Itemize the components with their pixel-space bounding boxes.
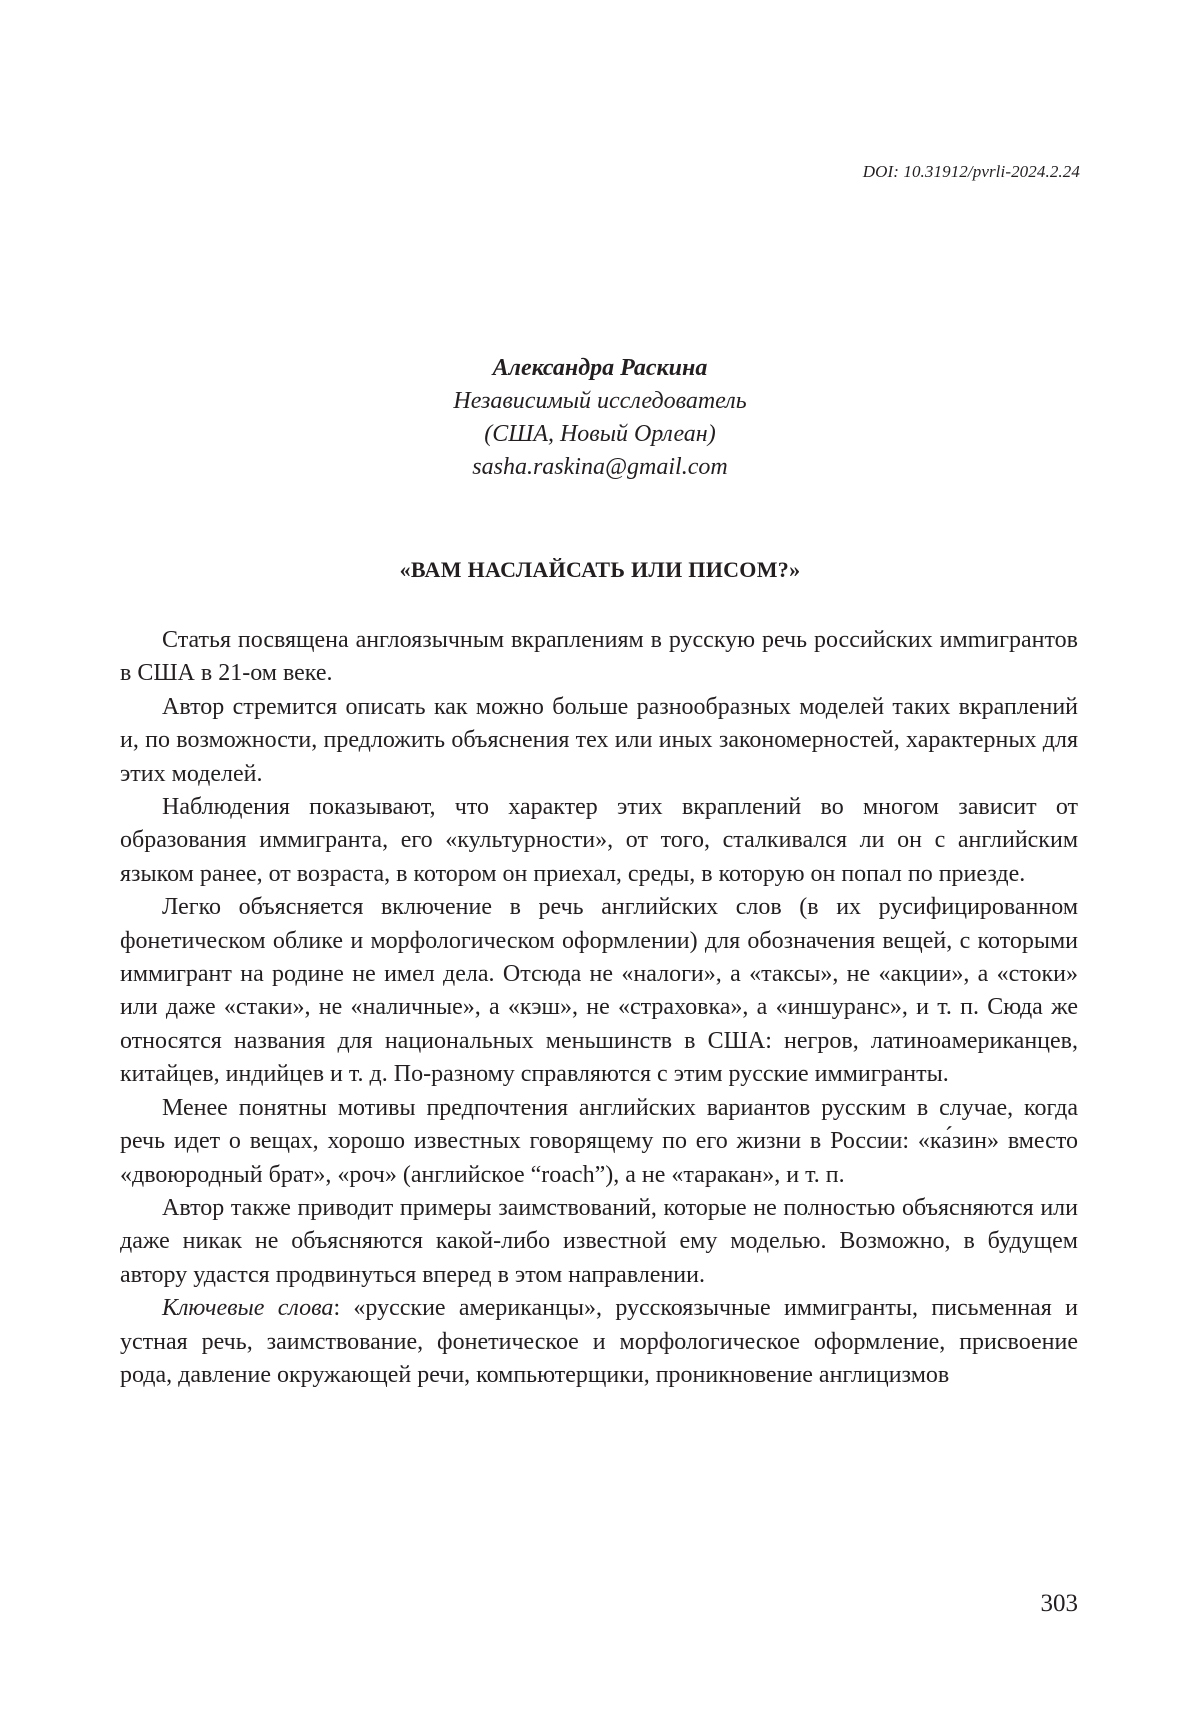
abstract-paragraph: Автор стремится описать как можно больше разнообразных моделей таких вкраплений и, по возможности, предложить объяснения тех или иных закономерностей, характерных для этих моделей. — [120, 693, 1078, 787]
abstract-paragraph: Наблюдения показывают, что характер этих вкраплений во многом зависит от образования иммигранта, его «культурности», от того, сталкивался ли он с английским языком ранее, от возраста, в котором он приехал, среды, в которую он попал по приезде. — [120, 794, 1078, 887]
abstract — [120, 624, 1078, 1392]
page-number: 303 — [1040, 1590, 1078, 1617]
author-block — [0, 352, 1200, 484]
author-location: (США, Новый Орлеан) — [484, 421, 716, 447]
keywords-text: : «русские американцы», русскоязычные иммигранты, письменная и устная речь, заимствование, фонетическое и морфологическое оформление, присвоение рода, давление окружающей речи, компьютерщики, проникновение англицизмов — [120, 1295, 1078, 1388]
author-email: sasha.raskina@gmail.com — [472, 454, 728, 480]
article-title: «ВАМ НАСЛАЙСАТЬ ИЛИ ПИСОМ?» — [399, 557, 801, 582]
abstract-paragraph: Автор также приводит примеры заимствований, которые не полностью объясняются или даже никак не объясняются какой-либо известной ему моделью. Возможно, в будущем автору удастся продвинуться вперед в этом направлении. — [120, 1194, 1078, 1288]
keywords-paragraph — [120, 1292, 1078, 1392]
abstract-paragraph: Статья посвящена англоязычным вкраплениям в русскую речь российских имmигрантов в США в 21-ом веке. — [120, 627, 1078, 687]
doi-identifier: DOI: 10.31912/pvrli-2024.2.24 — [862, 162, 1080, 181]
abstract-paragraph: Легко объясняется включение в речь английских слов (в их русифицированном фонетическом облике и морфологическом оформлении) для обозначения вещей, с которыми иммигрант на родине не имел дела. Отсюда не «налоги», а «таксы», не «акции», а «стоки» или даже «стаки», не «наличные», а «кэш», не «страховка», а «иншуранс», и т. п. Сюда же относятся названия для национальных меньшинств в США: негров, латиноамериканцев, китайцев, индийцев и т. д. По-разному справляются с этим русские иммигранты. — [120, 894, 1078, 1088]
author-name: Александра Раскина — [492, 355, 708, 381]
abstract-paragraph: Менее понятны мотивы предпочтения английских вариантов русским в случае, когда речь идет о вещах, хорошо известных говорящему по его жизни в России: «ка́зин» вместо «двоюродный брат», «роч» (английское “roach”), а не «таракан», и т. п. — [120, 1094, 1078, 1188]
author-affiliation: Независимый исследователь — [453, 388, 747, 414]
keywords-label: Ключевые слова — [162, 1295, 334, 1322]
